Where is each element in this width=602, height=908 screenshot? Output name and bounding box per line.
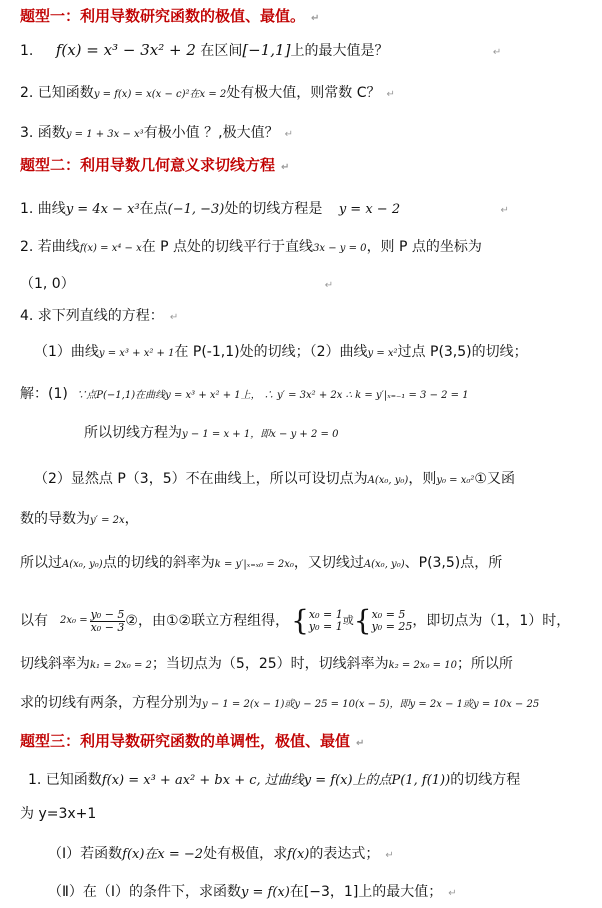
question-3 <box>20 123 293 145</box>
fraction-denominator: x₀ − 3 <box>90 620 125 634</box>
solution-part-2-slopes <box>20 654 513 676</box>
formula: f(x) = x³ − 3x² + 2 <box>55 41 196 59</box>
formula: f(x) = x⁴ − x <box>79 243 142 254</box>
solution-text: ，即切点为（1，1）时， <box>412 613 571 629</box>
question-text: 过点 P(3,5)的切线； <box>397 344 528 360</box>
solution-text: 以有 <box>20 613 48 629</box>
return-mark: ↵ <box>356 738 365 749</box>
solution-text: ， <box>124 511 139 527</box>
question-text: 在区间 <box>200 43 243 59</box>
solution-text: ②，由①②联立方程组得， <box>125 613 290 629</box>
return-mark: ↵ <box>492 47 502 58</box>
formula: y = 4x − x³ <box>65 202 140 217</box>
question-text: 处的切线方程是 <box>224 201 323 217</box>
formula: A(x₀, y₀) <box>363 559 405 570</box>
question-text: 有极小值 ？,极大值？ <box>143 125 279 141</box>
question-text: 在 P 点处的切线平行于直线 <box>141 239 314 255</box>
solution-part-2-slope <box>20 553 502 575</box>
return-mark: ↵ <box>500 205 509 216</box>
solution-part-1 <box>20 384 469 406</box>
solution-text: 、P(3,5)点，所 <box>404 555 503 571</box>
answer-text: （1, 0） <box>20 276 75 292</box>
system-row: y₀ = 25 <box>371 620 413 633</box>
question-text: 2. 若曲线 <box>20 239 80 255</box>
return-mark: ↵ <box>385 850 394 861</box>
solution-text: 所以过 <box>20 555 62 571</box>
formula: A(x₀, y₀) <box>367 475 409 486</box>
solution-text: 点的切线的斜率为 <box>102 555 215 571</box>
solution-text: 求的切线有两条，方程分别为 <box>20 695 202 711</box>
tangent-question-1 <box>20 199 509 221</box>
return-mark: ↵ <box>448 888 457 899</box>
equation-system: { x₀ = 1 y₀ = 1 <box>291 604 343 637</box>
tangent-question-4 <box>20 306 178 328</box>
formula: y − 1 = x + 1，即x − y + 2 = 0 <box>182 429 339 440</box>
solution-part-2-system <box>20 604 570 638</box>
system-row: x₀ = 5 <box>371 608 406 621</box>
formula: k₁ = 2x₀ = 2 <box>90 660 152 671</box>
solution-text: ；所以所 <box>456 656 513 672</box>
formula: k₂ = 2x₀ = 10 <box>388 660 457 671</box>
formula: f(x) <box>287 847 310 862</box>
formula: y₀ = x₀² <box>436 475 475 486</box>
problem-1-part-1 <box>48 844 394 866</box>
problem-text: 的切线方程 <box>450 772 521 788</box>
return-mark: ↵ <box>281 162 290 173</box>
formula: 3x − y = 0 <box>313 243 367 254</box>
equation-system: { x₀ = 5 y₀ = 25 <box>353 604 413 637</box>
formula: A(x₀, y₀) <box>62 559 103 570</box>
formula: y = x² <box>367 348 398 359</box>
problem-text: 的表达式； <box>309 846 380 862</box>
problem-text: 在[−3，1]上的最大值； <box>289 884 443 900</box>
formula: y = x³ + x² + 1 <box>98 348 175 359</box>
problem-text: 处有极值，求 <box>203 846 288 862</box>
solution-text: ；当切点为（5，25）时，切线斜率为 <box>151 656 389 672</box>
formula: k = y′|ₓ₌ₓ₀ = 2x₀ <box>214 559 294 570</box>
problem-text: （Ⅰ）若函数 <box>48 846 123 862</box>
section-3-title <box>20 731 364 754</box>
problem-1 <box>28 770 520 791</box>
solution-text: 数的导数为 <box>20 511 90 527</box>
tangent-question-4-parts <box>34 342 528 364</box>
solution-part-2-equations <box>20 693 539 715</box>
question-text: 2. 已知函数 <box>20 85 94 101</box>
tangent-question-2-answer <box>20 274 333 296</box>
formula: y − 1 = 2(x − 1)或y − 25 = 10(x − 5)，即y = 2x − 1或y = 10x − 25 <box>202 699 540 710</box>
solution-text: （2）显然点 P（3，5）不在曲线上，所以可设切点为 <box>34 471 368 487</box>
tangent-question-2 <box>20 237 482 259</box>
system-row: x₀ = 1 <box>308 608 343 621</box>
problem-text: （Ⅱ）在（Ⅰ）的条件下，求函数 <box>48 884 242 900</box>
section-2-title-text: 题型二：利用导数几何意义求切线方程 <box>20 156 276 174</box>
return-mark: ↵ <box>284 129 293 140</box>
formula: f(x) = x³ + ax² + bx + c, 过曲线y = f(x)上的点P(1, f(1)) <box>101 773 451 788</box>
formula: 2x₀ = <box>60 615 88 626</box>
question-text: 在点 <box>139 201 168 217</box>
or-text: 或 <box>342 614 354 627</box>
formula: (−1, −3) <box>167 202 225 217</box>
question-text: 1. 曲线 <box>20 201 66 217</box>
solution-label: 解：(1) <box>20 386 68 402</box>
solution-part-1-result <box>84 423 338 445</box>
formula: y = f(x) <box>241 885 290 900</box>
fraction <box>90 609 126 634</box>
problem-text: 为 y=3x+1 <box>20 806 97 822</box>
problem-text: 1. 已知函数 <box>28 772 102 788</box>
question-text: 在 P(-1,1)处的切线；（2）曲线 <box>174 344 368 360</box>
solution-text: 所以切线方程为 <box>84 425 182 441</box>
return-mark: ↵ <box>324 280 334 291</box>
question-text: 3. 函数 <box>20 125 66 141</box>
formula: y′ = 2x <box>90 515 125 526</box>
solution-part-2-derivative <box>20 509 139 531</box>
section-1-title <box>20 6 319 29</box>
return-mark: ↵ <box>311 13 320 24</box>
system-row: y₀ = 1 <box>308 620 343 633</box>
solution-text: ，则 <box>408 471 437 487</box>
problem-1-part-2 <box>48 882 457 904</box>
question-text: 4. 求下列直线的方程： <box>20 308 164 324</box>
question-text: 处有极大值，则常数 C？ <box>226 85 381 101</box>
section-3-title-text: 题型三：利用导数研究函数的单调性，极值、最值 <box>20 732 351 750</box>
solution-text: 切线斜率为 <box>20 656 90 672</box>
fraction-numerator: y₀ − 5 <box>90 607 125 621</box>
solution-part-2 <box>34 469 515 491</box>
question-2 <box>20 83 395 105</box>
problem-1-continued <box>20 804 96 824</box>
section-1-title-text: 题型一：利用导数研究函数的极值、最值。 <box>20 7 306 25</box>
formula: f(x)在x = −2 <box>122 847 204 862</box>
return-mark: ↵ <box>169 312 179 323</box>
formula: [−1,1] <box>242 41 291 59</box>
solution-text: ①又函 <box>474 471 515 487</box>
return-mark: ↵ <box>386 89 395 100</box>
question-number: 1. <box>20 43 34 59</box>
question-text: ，则 P 点的坐标为 <box>366 239 482 255</box>
formula: y = 1 + 3x − x³ <box>65 129 144 140</box>
formula: y = f(x) = x(x − c)²在x = 2 <box>93 89 227 100</box>
formula: y = x − 2 <box>338 202 401 217</box>
question-text: （1）曲线 <box>34 344 99 360</box>
section-2-title <box>20 155 289 178</box>
solution-text: ，又切线过 <box>293 555 364 571</box>
question-text: 上的最大值是？ <box>290 43 389 59</box>
formula: ∵点P(−1,1)在曲线y = x³ + x² + 1上， ∴ y′ = 3x² + 2x ∴ k = y′|ₓ₌₋₁ = 3 − 2 = 1 <box>76 390 469 401</box>
question-1 <box>20 40 501 63</box>
